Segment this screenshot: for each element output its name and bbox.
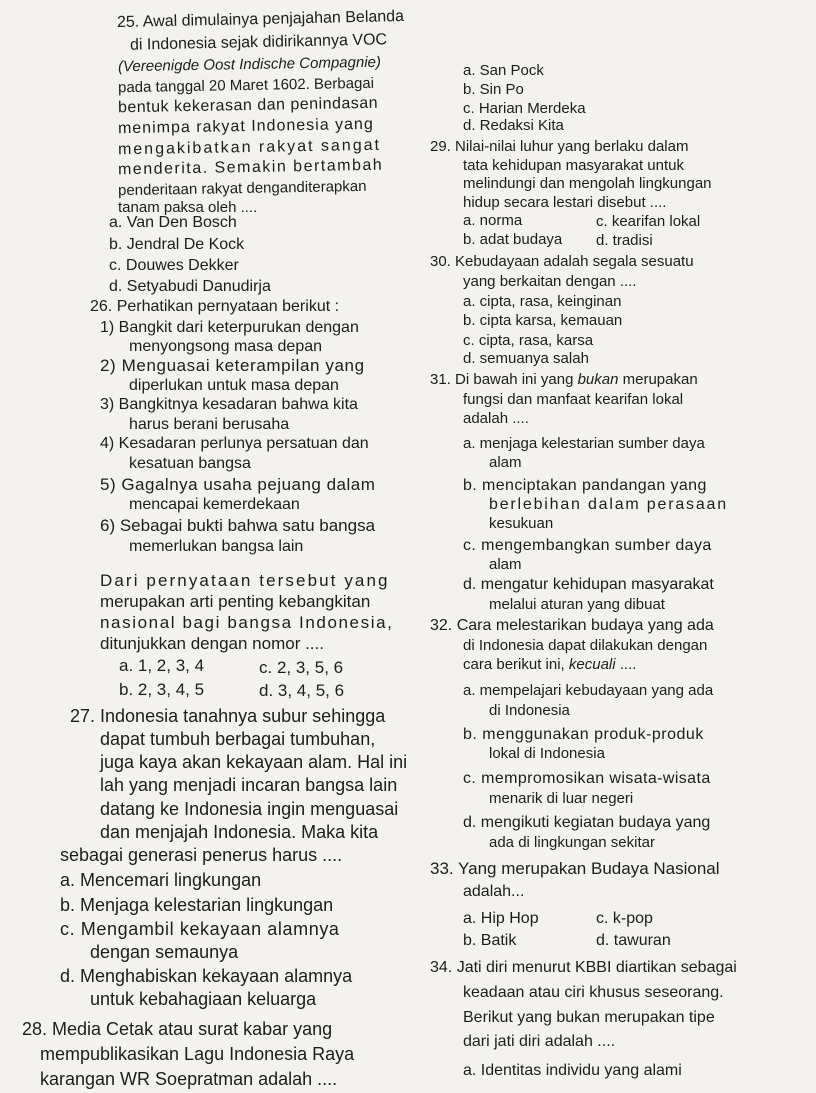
- q25-line-4: pada tanggal 20 Maret 1602. Berbagai: [117, 74, 375, 97]
- q32-option-d: d. mengikuti kegiatan budaya yang: [463, 814, 711, 831]
- q32-option-d-cont: ada di lingkungan sekitar: [489, 834, 655, 851]
- q33-line-1: 33. Yang merupakan Budaya Nasional: [430, 859, 720, 878]
- q27-line-5: datang ke Indonesia ingin menguasai: [100, 799, 399, 819]
- q29-option-d: d. tradisi: [596, 232, 653, 249]
- q28-line-3: karangan WR Soepratman adalah ....: [40, 1069, 338, 1089]
- q31-option-c: c. mengembangkan sumber daya: [463, 537, 712, 554]
- q33-option-a: a. Hip Hop: [463, 910, 539, 927]
- q31-option-b: b. menciptakan pandangan yang: [463, 477, 707, 494]
- q27-option-c: c. Mengambil kekayaan alamnya: [60, 919, 340, 939]
- q26-item-2: 2) Menguasai keterampilan yang: [100, 356, 365, 375]
- q32-option-a-cont: di Indonesia: [489, 702, 570, 719]
- q27-line-2: dapat tumbuh berbagai tumbuhan,: [100, 729, 376, 749]
- q26-item-6-cont: memerlukan bangsa lain: [129, 538, 304, 555]
- q26-item-3-cont: harus berani berusaha: [129, 416, 290, 433]
- q26-stem-2: merupakan arti penting kebangkitan: [100, 592, 371, 611]
- q26-option-a: a. 1, 2, 3, 4: [119, 656, 205, 675]
- q28-option-c: c. Harian Merdeka: [463, 100, 586, 117]
- q29-line-3: melindungi dan mengolah lingkungan: [463, 175, 712, 192]
- q27-option-c-cont: dengan semaunya: [90, 942, 239, 962]
- q25-line-9: penderitaan rakyat denganditerapkan: [117, 177, 367, 200]
- q25-line-5: bentuk kekerasan dan penindasan: [117, 94, 379, 117]
- q27-line-1: 27. Indonesia tanahnya subur sehingga: [70, 706, 386, 726]
- q25-line-8: menderita. Semakin bertambah: [117, 156, 384, 179]
- q27-line-6: dan menjajah Indonesia. Maka kita: [100, 822, 379, 842]
- q25-line-3: (Vereenigde Oost Indische Compagnie): [117, 53, 382, 76]
- q34-line-4: dari jati diri adalah ....: [463, 1033, 616, 1050]
- q33-option-b: b. Batik: [463, 932, 517, 949]
- q31-line-2: fungsi dan manfaat kearifan lokal: [463, 391, 684, 408]
- q31-line-1: [430, 372, 698, 387]
- q26-stem-3: nasional bagi bangsa Indonesia,: [100, 613, 394, 632]
- q26-item-5-cont: mencapai kemerdekaan: [129, 496, 300, 513]
- q25-line-6: menimpa rakyat Indonesia yang: [117, 115, 374, 138]
- q31-line-3: adalah ....: [463, 410, 529, 427]
- q34-option-a: a. Identitas individu yang alami: [463, 1062, 682, 1079]
- q32-emphasis: kecuali: [568, 656, 616, 673]
- q28-option-b: b. Sin Po: [463, 81, 524, 98]
- q32-line-2: di Indonesia dapat dilakukan dengan: [463, 637, 708, 654]
- q31-line-1-post: merupakan: [618, 371, 698, 388]
- q25-option-d: d. Setyabudi Danudirja: [109, 278, 271, 295]
- q33-option-c: c. k-pop: [596, 910, 653, 927]
- q31-line-1-pre: 31. Di bawah ini yang: [430, 371, 578, 388]
- q27-option-b: b. Menjaga kelestarian lingkungan: [60, 895, 334, 915]
- q25-line-2: di Indonesia sejak didirikannya VOC: [129, 31, 388, 54]
- q28-option-a: a. San Pock: [463, 62, 544, 79]
- q30-option-a: a. cipta, rasa, keinginan: [463, 293, 622, 310]
- q29-line-4: hidup secara lestari disebut ....: [463, 194, 667, 211]
- q26-intro: 26. Perhatikan pernyataan berikut :: [90, 298, 340, 315]
- q26-option-c: c. 2, 3, 5, 6: [259, 658, 344, 677]
- q30-option-b: b. cipta karsa, kemauan: [463, 312, 623, 329]
- q29-line-2: tata kehidupan masyarakat untuk: [463, 157, 684, 174]
- q32-option-a: a. mempelajari kebudayaan yang ada: [463, 682, 714, 699]
- q32-option-c-cont: menarik di luar negeri: [489, 790, 634, 807]
- q32-line-1: 32. Cara melestarikan budaya yang ada: [430, 617, 714, 634]
- q26-item-6: 6) Sebagai bukti bahwa satu bangsa: [100, 516, 376, 535]
- q27-line-7: sebagai generasi penerus harus ....: [60, 845, 343, 865]
- q27-option-d-cont: untuk kebahagiaan keluarga: [90, 989, 317, 1009]
- q31-option-c-cont: alam: [489, 556, 522, 573]
- q27-option-d: d. Menghabiskan kekayaan alamnya: [60, 966, 353, 986]
- q26-option-b: b. 2, 3, 4, 5: [119, 680, 205, 699]
- q31-option-d-cont: melalui aturan yang dibuat: [489, 596, 665, 613]
- q29-option-b: b. adat budaya: [463, 231, 563, 248]
- q33-line-2: adalah...: [463, 883, 525, 900]
- q26-item-2-cont: diperlukan untuk masa depan: [129, 377, 339, 394]
- q26-item-4-cont: kesatuan bangsa: [129, 455, 251, 472]
- q30-line-2: yang berkaitan dengan ....: [463, 273, 637, 290]
- q27-line-3: juga kaya akan kekayaan alam. Hal ini: [100, 752, 408, 772]
- q32-option-b-cont: lokal di Indonesia: [489, 745, 605, 762]
- q33-option-d: d. tawuran: [596, 932, 671, 949]
- q26-item-4: 4) Kesadaran perlunya persatuan dan: [100, 435, 369, 452]
- q26-stem-4: ditunjukkan dengan nomor ....: [100, 634, 324, 653]
- q34-line-2: keadaan atau ciri khusus seseorang.: [463, 984, 724, 1001]
- q32-option-c: c. mempromosikan wisata-wisata: [463, 770, 711, 787]
- q25-option-b: b. Jendral De Kock: [109, 236, 245, 253]
- q27-line-4: lah yang menjadi incaran bangsa lain: [100, 775, 398, 795]
- q29-option-c: c. kearifan lokal: [596, 213, 701, 230]
- q34-line-3: Berikut yang bukan merupakan tipe: [463, 1009, 715, 1026]
- q32-line-3-post: ....: [615, 656, 637, 673]
- q31-option-b-cont-2: kesukuan: [489, 515, 554, 532]
- q25-option-c: c. Douwes Dekker: [109, 257, 239, 274]
- q26-item-1: 1) Bangkit dari keterpurukan dengan: [100, 319, 359, 336]
- q28-line-2: mempublikasikan Lagu Indonesia Raya: [40, 1044, 355, 1064]
- q32-line-3: [463, 657, 636, 672]
- q26-item-3: 3) Bangkitnya kesadaran bahwa kita: [100, 396, 358, 413]
- q26-stem-1: Dari pernyataan tersebut yang: [100, 571, 390, 590]
- q25-line-7: mengakibatkan rakyat sangat: [117, 136, 382, 159]
- q31-option-d: d. mengatur kehidupan masyarakat: [463, 576, 714, 593]
- q31-option-b-cont-1: berlebihan dalam perasaan: [489, 496, 728, 513]
- q29-option-a: a. norma: [463, 212, 523, 229]
- q27-option-a: a. Mencemari lingkungan: [60, 870, 262, 890]
- q28-line-1: 28. Media Cetak atau surat kabar yang: [22, 1019, 333, 1039]
- q26-item-1-cont: menyongsong masa depan: [129, 338, 323, 355]
- q26-option-d: d. 3, 4, 5, 6: [259, 681, 345, 700]
- q32-line-3-pre: cara berikut ini,: [463, 656, 569, 673]
- q29-line-1: 29. Nilai-nilai luhur yang berlaku dalam: [430, 138, 689, 155]
- q25-line-1: 25. Awal dimulainya penjajahan Belanda: [116, 7, 405, 32]
- q30-line-1: 30. Kebudayaan adalah segala sesuatu: [430, 253, 694, 270]
- q25-line-10: tanam paksa oleh ....: [118, 199, 258, 216]
- q32-option-b: b. menggunakan produk-produk: [463, 726, 704, 743]
- q26-item-5: 5) Gagalnya usaha pejuang dalam: [100, 475, 376, 494]
- q31-emphasis: bukan: [577, 371, 619, 388]
- q28-option-d: d. Redaksi Kita: [463, 117, 564, 134]
- q31-option-a: a. menjaga kelestarian sumber daya: [463, 435, 705, 452]
- q31-option-a-cont: alam: [489, 454, 522, 471]
- q34-line-1: 34. Jati diri menurut KBBI diartikan sebagai: [430, 959, 737, 976]
- q30-option-d: d. semuanya salah: [463, 350, 589, 367]
- q30-option-c: c. cipta, rasa, karsa: [463, 332, 594, 349]
- q25-option-a: a. Van Den Bosch: [109, 214, 237, 231]
